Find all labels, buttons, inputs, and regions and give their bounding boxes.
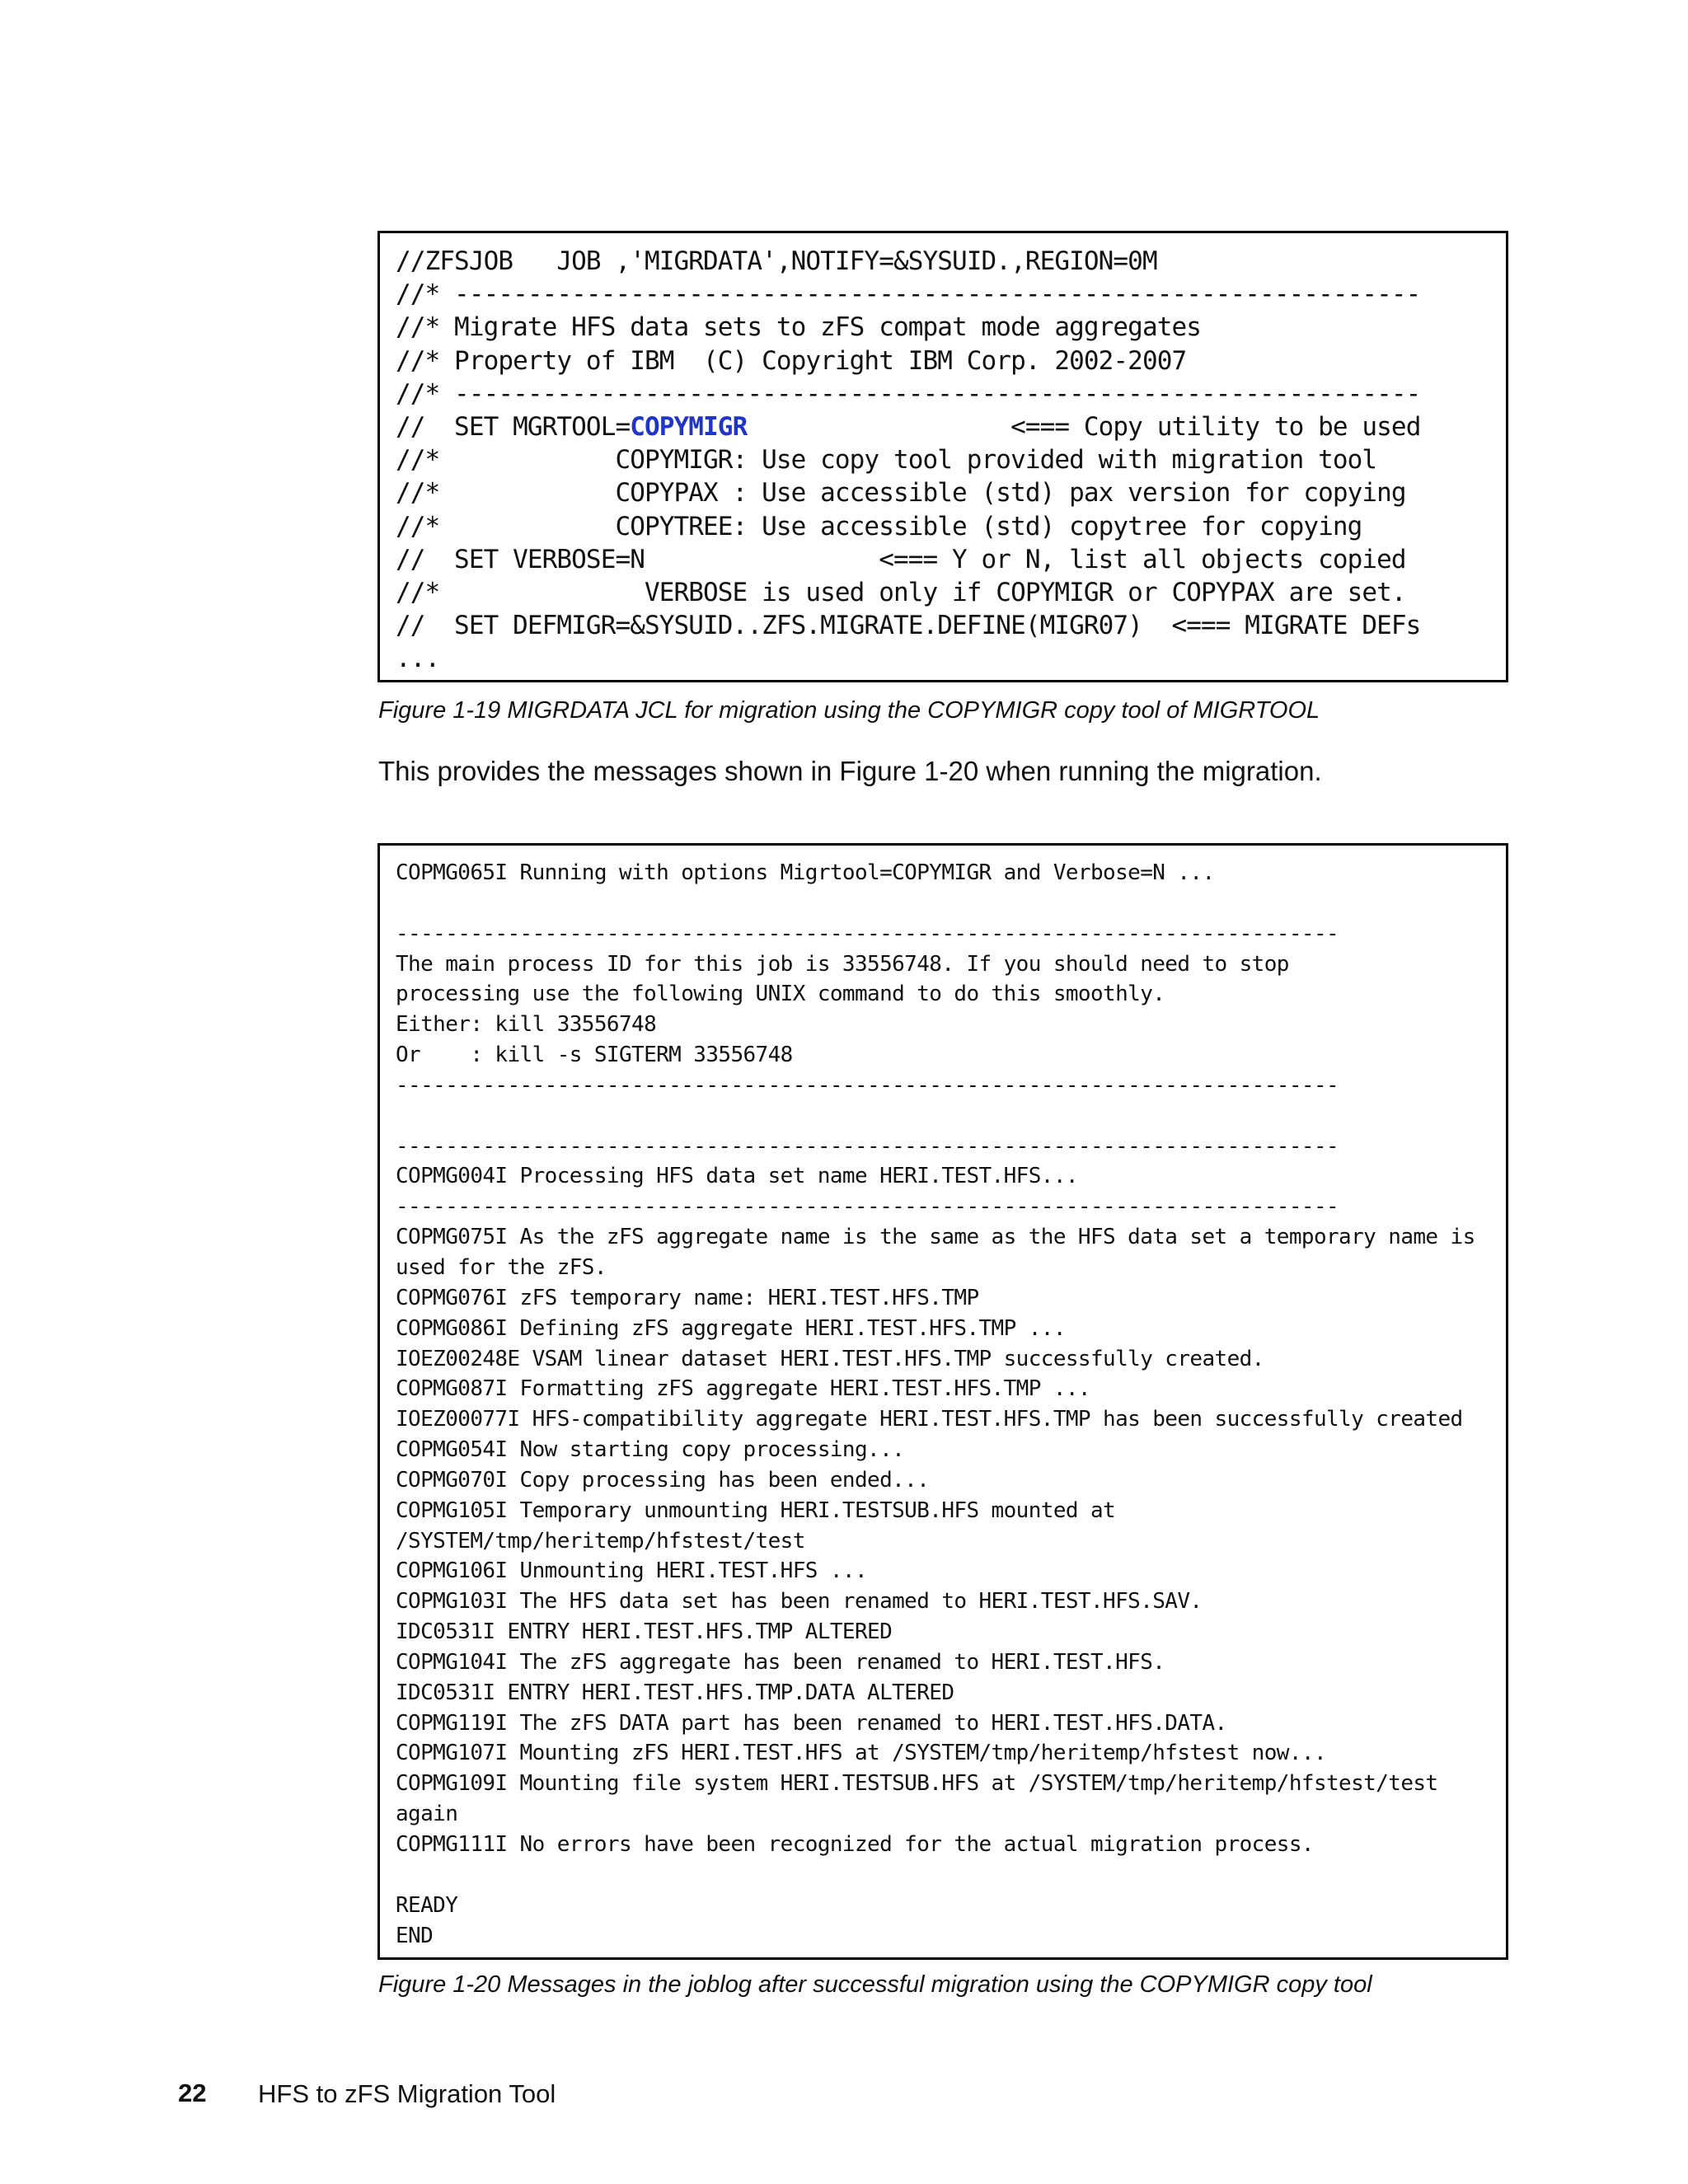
log-line: ----------------------------------------------------------------------------: [396, 1133, 1339, 1159]
log-line: COPMG086I Defining zFS aggregate HERI.TEST.HFS.TMP ...: [396, 1315, 1066, 1341]
jcl-line: //* COPYPAX : Use accessible (std) pax version for copying: [396, 478, 1406, 509]
log-line: The main process ID for this job is 33556748. If you should need to stop: [396, 951, 1289, 977]
jcl-line: // SET VERBOSE=N <=== Y or N, list all objects copied: [396, 544, 1406, 574]
joblog-listing: [380, 846, 1506, 1951]
log-line: IDC0531I ENTRY HERI.TEST.HFS.TMP.DATA ALTERED: [396, 1680, 954, 1705]
jcl-line: //* COPYTREE: Use accessible (std) copytree for copying: [396, 511, 1362, 541]
book-title: HFS to zFS Migration Tool: [258, 2079, 556, 2108]
log-line: IOEZ00248E VSAM linear dataset HERI.TEST.HFS.TMP successfully created.: [396, 1346, 1264, 1371]
log-line: IDC0531I ENTRY HERI.TEST.HFS.TMP ALTERED: [396, 1619, 893, 1645]
jcl-line: //* COPYMIGR: Use copy tool provided with migration tool: [396, 445, 1377, 476]
log-line: COPMG103I The HFS data set has been renamed to HERI.TEST.HFS.SAV.: [396, 1589, 1203, 1615]
log-line: COPMG104I The zFS aggregate has been renamed to HERI.TEST.HFS.: [396, 1649, 1165, 1675]
jcl-line-set-mgrtool: [396, 410, 1506, 443]
jcl-line: //* Property of IBM (C) Copyright IBM Corp. 2002-2007: [396, 345, 1187, 376]
log-line: COPMG065I Running with options Migrtool=COPYMIGR and Verbose=N ...: [396, 860, 1215, 885]
joblog-box: [377, 843, 1508, 1960]
log-line: COPMG070I Copy processing has been ended...: [396, 1467, 930, 1493]
jcl-line: //* Migrate HFS data sets to zFS compat mode aggregates: [396, 312, 1201, 343]
jcl-line: //ZFSJOB JOB ,'MIGRDATA',NOTIFY=&SYSUID.,REGION=0M: [396, 246, 1157, 276]
log-line: COPMG004I Processing HFS data set name HERI.TEST.HFS...: [396, 1164, 1078, 1189]
jcl-line: ...: [396, 644, 440, 674]
log-line: COPMG119I The zFS DATA part has been renamed to HERI.TEST.HFS.DATA.: [396, 1710, 1227, 1736]
jcl-line: // SET DEFMIGR=&SYSUID..ZFS.MIGRATE.DEFINE(MIGR07) <=== MIGRATE DEFs: [396, 611, 1421, 641]
jcl-listing-box: [377, 231, 1508, 682]
page-number: 22: [178, 2079, 207, 2107]
log-line: again: [396, 1802, 458, 1827]
body-paragraph: This provides the messages shown in Figure 1-20 when running the migration.: [378, 756, 1322, 786]
jcl-line: //* VERBOSE is used only if COPYMIGR or COPYPAX are set.: [396, 577, 1406, 607]
log-line: Either: kill 33556748: [396, 1012, 657, 1038]
log-line: COPMG105I Temporary unmounting HERI.TESTSUB.HFS mounted at: [396, 1497, 1116, 1523]
log-line: processing use the following UNIX command to do this smoothly.: [396, 982, 1165, 1007]
jcl-line: //* ------------------------------------------------------------------: [396, 378, 1421, 409]
log-line: used for the zFS.: [396, 1254, 607, 1280]
jcl-mgrtool-value: COPYMIGR: [630, 411, 748, 442]
jcl-mgrtool-comment: <=== Copy utility to be used: [747, 411, 1421, 442]
log-line: Or : kill -s SIGTERM 33556748: [396, 1043, 793, 1068]
log-line: IOEZ00077I HFS-compatibility aggregate HERI.TEST.HFS.TMP has been successfully created: [396, 1407, 1463, 1432]
log-line: END: [396, 1923, 434, 1948]
log-line: COPMG109I Mounting file system HERI.TESTSUB.HFS at /SYSTEM/tmp/heritemp/hfstest/test: [396, 1771, 1438, 1797]
log-line: [396, 888, 1506, 919]
log-line: [396, 1860, 1506, 1891]
jcl-listing: [380, 233, 1506, 675]
log-line: /SYSTEM/tmp/heritemp/hfstest/test: [396, 1528, 805, 1554]
log-line: ----------------------------------------------------------------------------: [396, 1072, 1339, 1098]
figure-1-19-caption: Figure 1-19 MIGRDATA JCL for migration using the COPYMIGR copy tool of MIGRTOOL: [378, 697, 1320, 724]
log-line: COPMG107I Mounting zFS HERI.TEST.HFS at /SYSTEM/tmp/heritemp/hfstest now...: [396, 1741, 1326, 1766]
log-line: COPMG054I Now starting copy processing...: [396, 1437, 905, 1463]
log-line: [396, 1101, 1506, 1132]
log-line: COPMG106I Unmounting HERI.TEST.HFS ...: [396, 1558, 868, 1584]
log-line: COPMG087I Formatting zFS aggregate HERI.TEST.HFS.TMP ...: [396, 1376, 1090, 1402]
log-line: READY: [396, 1892, 458, 1918]
log-line: COPMG111I No errors have been recognized for the actual migration process.: [396, 1832, 1314, 1857]
jcl-mgrtool-prefix: // SET MGRTOOL=: [396, 411, 631, 442]
log-line: COPMG075I As the zFS aggregate name is the same as the HFS data set a temporary name is: [396, 1225, 1475, 1250]
log-line: ----------------------------------------------------------------------------: [396, 921, 1339, 946]
jcl-line: //* ------------------------------------------------------------------: [396, 279, 1421, 310]
figure-1-20-caption: Figure 1-20 Messages in the joblog after successful migration using the COPYMIGR copy tool: [378, 1971, 1372, 1998]
log-line: ----------------------------------------------------------------------------: [396, 1194, 1339, 1220]
log-line: COPMG076I zFS temporary name: HERI.TEST.HFS.TMP: [396, 1285, 979, 1310]
